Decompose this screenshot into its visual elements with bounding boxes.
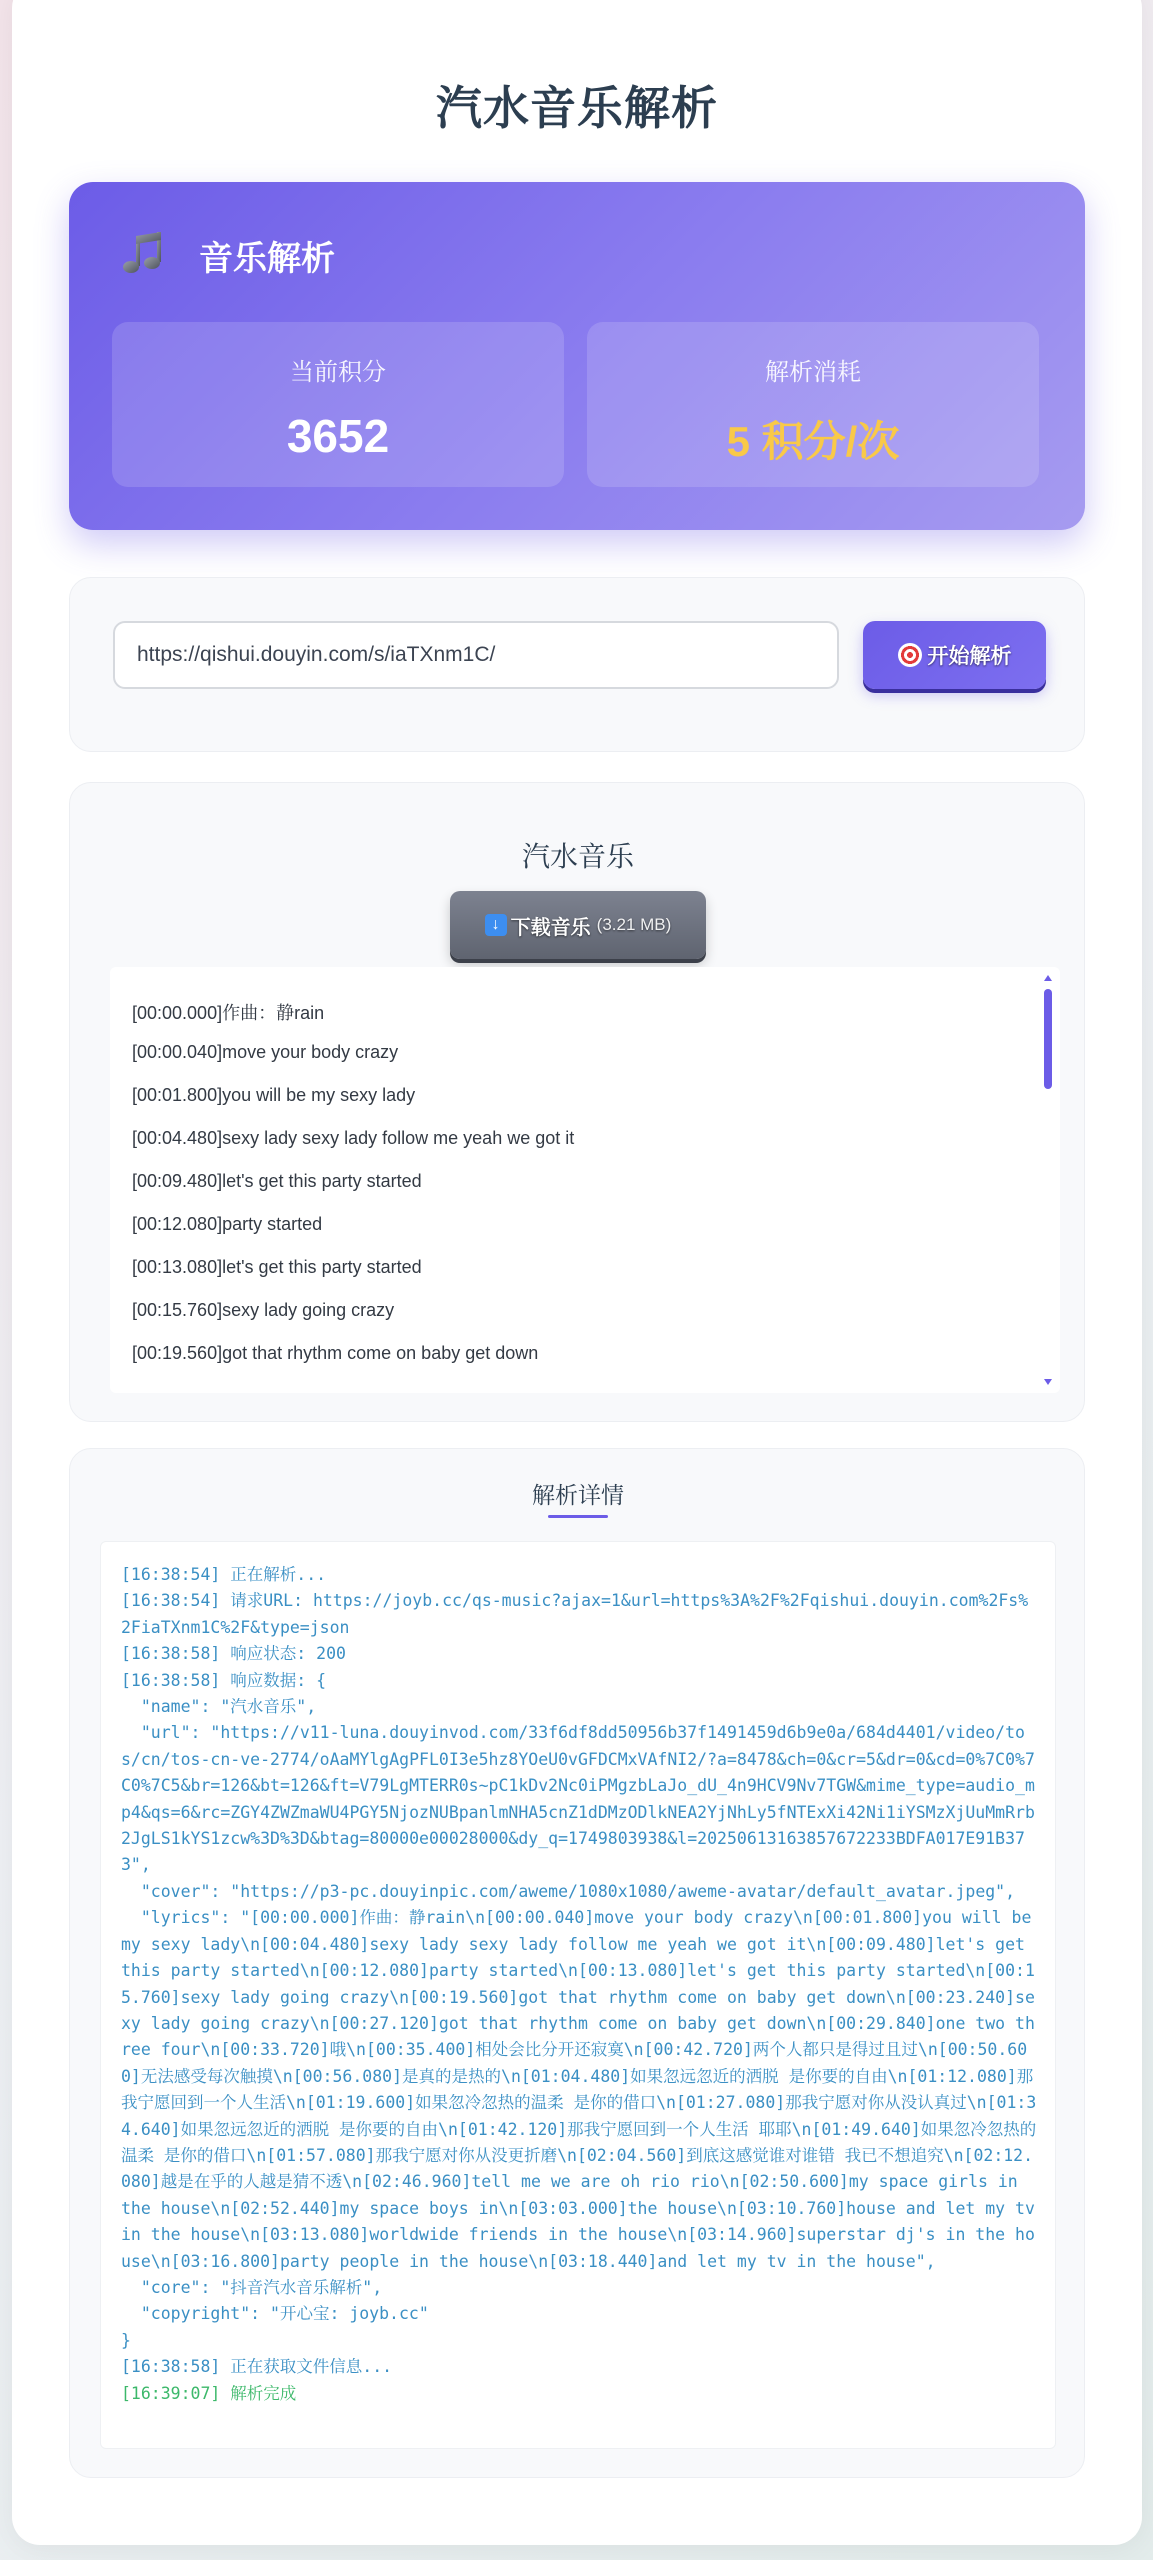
download-label: 下载音乐 [510,916,591,939]
title-underline [548,1515,608,1518]
lyric-line: [00:19.560]got that rhythm come on baby get down [132,1343,539,1363]
parse-details-card [69,1448,1085,2478]
lyric-line: [00:00.040]move your body crazy [132,1042,399,1062]
log-line: "copyright": "开心宝: joyb.cc" [121,2304,429,2324]
share-url-input[interactable] [113,621,839,689]
log-line: "cover": "https://p3-pc.douyinpic.com/aweme/1080x1080/aweme-avatar/default_avatar.jpeg", [121,1881,1016,1901]
lyric-line: [00:15.760]sexy lady going crazy [132,1300,395,1320]
song-title: 汽水音乐 [521,841,634,872]
log-line: [16:38:54] 请求URL: https://joyb.cc/qs-music?ajax=1&url=https%3A%2F%2Fqishui.douyin.com%2Fs%2FiaTXnm1C%2F&type=json [121,1591,1029,1637]
log-line: [16:38:54] 正在解析... [121,1565,327,1584]
lyric-line: [00:04.480]sexy lady sexy lady follow me yeah we got it [132,1128,575,1148]
scrollbar-thumb[interactable] [1044,989,1052,1089]
lyric-line: [00:00.000]作曲：静rain [132,1003,325,1023]
parse-cost-box [587,322,1039,487]
music-note-icon [119,230,169,280]
log-line-complete: [16:39:07] 解析完成 [121,2383,297,2403]
log-line: "url": "https://v11-luna.douyinvod.com/33f6df8dd50956b37f1491459d6b9e0a/684d4401/video/tos/cn/tos-cn-ve-2774/oAaMYlgAgPFL0I3e5hz8YOeU0vGFDCMxVAfNI2/?a=8478&ch=0&cr=5&dr=0&cd=0%7C0%7C0%7C5&br=126&bt=126&ft=V79LgMTERR0s~pC1kDv2Nc0iPMgzbLaJo_dU_4n9HCV9Nv7TGW&mime_type=audio_mp4&qs=6&rc=ZGY4ZWZmaWU4PGY5NjozNUBpanlmNHA5cnZ1dDMzODlkNEA2YjNhLy5fNTExXi42Ni1iYSMzXjUuMmRrb2JgLS1kYS1zcw%3D%3D&btag=80000e00028000&dy_q=1749803938&l=20250613163857672233BDFA017E91B373", [121,1723,1035,1875]
target-icon [898,643,922,667]
scroll-up-arrow-icon[interactable] [1044,975,1052,981]
current-points-value: 3652 [286,410,390,462]
start-parse-button[interactable] [863,621,1046,689]
current-points-box [112,322,564,487]
parse-cost-value: 5 积分/次 [726,418,900,465]
log-line: "name": "汽水音乐", [121,1697,317,1717]
lyric-line: [00:12.080]party started [132,1214,323,1234]
download-arrow-icon: ↓ [485,914,507,936]
lyrics-panel[interactable] [110,967,1060,1393]
music-result-card [69,782,1085,1422]
log-line: "core": "抖音汽水音乐解析", [121,2277,383,2297]
parse-cost-label: 解析消耗 [765,359,861,386]
log-line: [16:38:58] 正在获取文件信息... [121,2357,393,2377]
parse-log [100,1541,1056,2449]
log-line: [16:38:58] 响应状态: 200 [121,1644,346,1664]
page-title: 汽水音乐解析 [436,82,718,134]
lyric-line: [00:09.480]let's get this party started [132,1171,422,1191]
url-input-card [69,577,1085,752]
log-line: } [121,2330,131,2350]
points-card [69,182,1085,530]
lyric-line: [00:13.080]let's get this party started [132,1257,422,1277]
current-points-label: 当前积分 [290,359,386,386]
log-line: "lyrics": "[00:00.000]作曲：静rain\n[00:00.040]move your body crazy\n[00:01.800]you will be my sexy lady\n[00:04.480]sexy lady sexy lady follow me yeah we got it\n[00:09.480]let's get this party started\n[00:12.080]party started\n[00:13.080]let's get this party started\n[00:15.760]sexy lady going crazy\n[00:19.560]got that rhythm come on baby get down\n[00:23.240]sexy lady going crazy\n[00:27.120]got that rhythm come on baby get down\n[00:29.840]one two three four\n[00:33.720]哦\n[00:35.400]相处会比分开还寂寞\n[00:42.720]两个人都只是得过且过\n[00:50.600]无法感受每次触摸\n[00:56.080]是真的是热的\n[01:04.480]如果忽远忽近的洒脱 是你要的自由\n[01:12.080]那我宁愿回到一个人生活\n[01:19.600]如果忽冷忽热的温柔 是你的借口\n[01:27.080]那我宁愿对你从没认真过\n[01:34.640]如果忽远忽近的洒脱 是你要的自由\n[01:42.120]那我宁愿回到一个人生活 耶耶\n[01:49.640]如果忽冷忽热的温柔 是你的借口\n[01:57.080]那我宁愿对你从没更折磨\n[02:04.560]到底这感觉谁对谁错 我已不想追究\n[02:12.080]越是在乎的人越是猜不透\n[02:46.960]tell me we are oh rio rio\n[02:50.600]my space girls in the house\n[02:52.440]my space boys in\n[03:03.000]the house\n[03:10.760]house and let my tv in the house\n[03:13.080]worldwide friends in the house\n[03:14.960]superstar dj's in the house\n[03:16.800]party people in the house\n[03:18.440]and let my tv in the house", [121,1908,1045,2271]
lyric-line: [00:01.800]you will be my sexy lady [132,1085,416,1105]
details-title: 解析详情 [532,1483,624,1509]
log-line: [16:38:58] 响应数据: { [121,1670,327,1690]
page-container [12,0,1142,2545]
download-music-button[interactable] [450,891,706,959]
scroll-down-arrow-icon[interactable] [1044,1379,1052,1385]
points-card-title: 音乐解析 [199,239,335,278]
points-header [119,230,335,280]
lyrics-scrollbar[interactable] [1044,975,1052,1385]
start-parse-label: 开始解析 [927,645,1012,668]
download-size: (3.21 MB) [596,915,672,934]
